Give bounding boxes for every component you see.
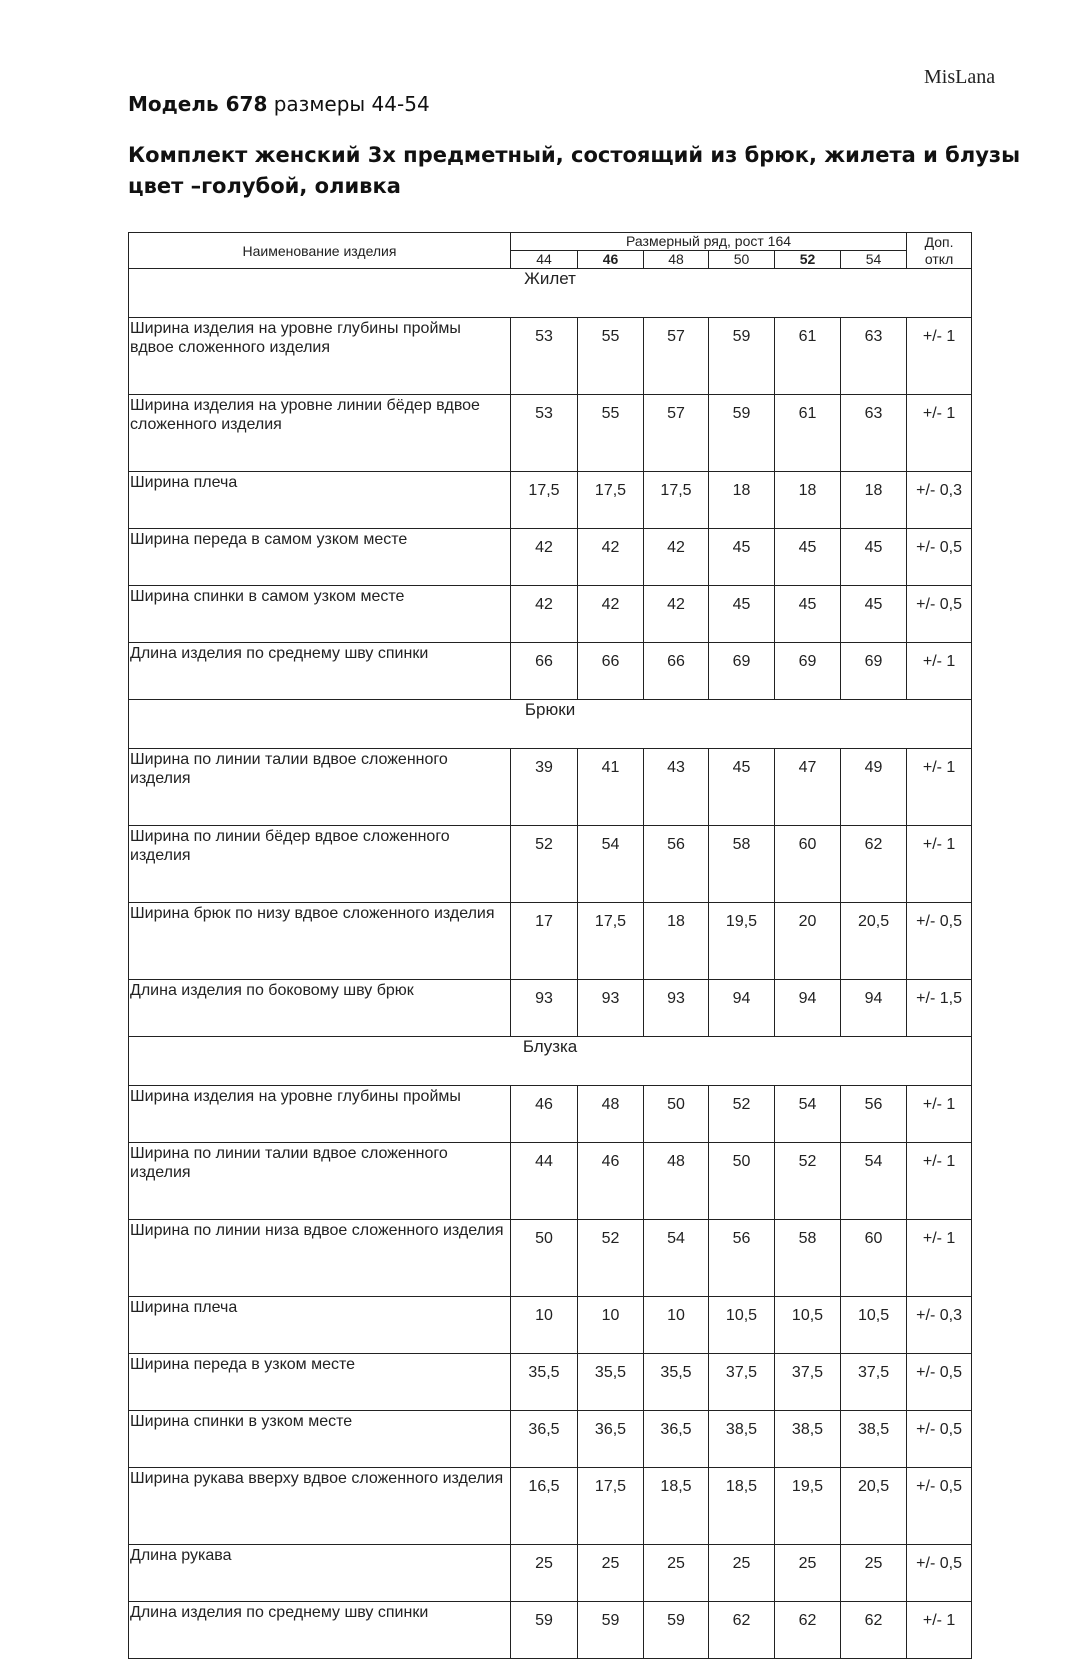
table-row bbox=[129, 903, 972, 980]
measurement-name: Ширина по линии низа вдвое сложенного изделия bbox=[129, 1220, 511, 1297]
size-value: 60 bbox=[841, 1220, 907, 1297]
measurement-name: Ширина переда в узком месте bbox=[129, 1354, 511, 1411]
size-value: 47 bbox=[775, 749, 841, 826]
size-value: 37,5 bbox=[709, 1354, 775, 1411]
size-value: 20,5 bbox=[841, 903, 907, 980]
size-value: 17,5 bbox=[578, 903, 644, 980]
size-value: 36,5 bbox=[578, 1411, 644, 1468]
size-value: 45 bbox=[775, 529, 841, 586]
size-value: 18 bbox=[841, 472, 907, 529]
tolerance-value: +/- 0,5 bbox=[907, 1411, 972, 1468]
size-value: 66 bbox=[511, 643, 578, 700]
size-value: 19,5 bbox=[709, 903, 775, 980]
table-row bbox=[129, 980, 972, 1037]
size-value: 59 bbox=[709, 318, 775, 395]
measurement-name: Ширина изделия на уровне глубины проймы bbox=[129, 1086, 511, 1143]
size-value: 48 bbox=[644, 1143, 709, 1220]
size-value: 20 bbox=[775, 903, 841, 980]
size-value: 57 bbox=[644, 318, 709, 395]
size-value: 62 bbox=[841, 826, 907, 903]
tolerance-value: +/- 0,5 bbox=[907, 903, 972, 980]
size-value: 56 bbox=[644, 826, 709, 903]
size-value: 50 bbox=[511, 1220, 578, 1297]
size-value: 36,5 bbox=[644, 1411, 709, 1468]
size-value: 46 bbox=[578, 1143, 644, 1220]
size-header: 50 bbox=[709, 251, 775, 269]
size-value: 54 bbox=[644, 1220, 709, 1297]
size-value: 53 bbox=[511, 395, 578, 472]
size-value: 54 bbox=[775, 1086, 841, 1143]
size-value: 69 bbox=[775, 643, 841, 700]
table-row bbox=[129, 1143, 972, 1220]
size-value: 42 bbox=[644, 529, 709, 586]
table-row bbox=[129, 1602, 972, 1659]
table-row bbox=[129, 1220, 972, 1297]
size-value: 10 bbox=[644, 1297, 709, 1354]
table-row bbox=[129, 529, 972, 586]
size-value: 20,5 bbox=[841, 1468, 907, 1545]
size-value: 10 bbox=[578, 1297, 644, 1354]
measurement-name: Ширина по линии бёдер вдвое сложенного изделия bbox=[129, 826, 511, 903]
size-value: 44 bbox=[511, 1143, 578, 1220]
table-row bbox=[129, 1354, 972, 1411]
product-color-line: цвет –голубой, оливка bbox=[128, 174, 401, 198]
size-value: 45 bbox=[775, 586, 841, 643]
size-value: 42 bbox=[578, 586, 644, 643]
size-value: 58 bbox=[709, 826, 775, 903]
measurement-name: Длина изделия по среднему шву спинки bbox=[129, 1602, 511, 1659]
size-value: 25 bbox=[511, 1545, 578, 1602]
size-value: 48 bbox=[578, 1086, 644, 1143]
size-value: 35,5 bbox=[511, 1354, 578, 1411]
size-value: 52 bbox=[511, 826, 578, 903]
column-header-size-range: Размерный ряд, рост 164 bbox=[511, 233, 907, 251]
size-value: 52 bbox=[578, 1220, 644, 1297]
size-value: 60 bbox=[775, 826, 841, 903]
size-value: 17,5 bbox=[578, 472, 644, 529]
table-row bbox=[129, 586, 972, 643]
tolerance-value: +/- 0,5 bbox=[907, 529, 972, 586]
size-value: 56 bbox=[709, 1220, 775, 1297]
size-value: 56 bbox=[841, 1086, 907, 1143]
size-value: 38,5 bbox=[841, 1411, 907, 1468]
measurement-name: Ширина рукава вверху вдвое сложенного изделия bbox=[129, 1468, 511, 1545]
size-value: 52 bbox=[709, 1086, 775, 1143]
tolerance-header-line1: Доп. bbox=[924, 233, 954, 250]
size-value: 54 bbox=[578, 826, 644, 903]
size-value: 38,5 bbox=[709, 1411, 775, 1468]
table-row bbox=[129, 1297, 972, 1354]
size-value: 42 bbox=[578, 529, 644, 586]
size-value: 35,5 bbox=[578, 1354, 644, 1411]
size-value: 50 bbox=[644, 1086, 709, 1143]
size-value: 58 bbox=[775, 1220, 841, 1297]
size-header: 54 bbox=[841, 251, 907, 269]
size-value: 52 bbox=[775, 1143, 841, 1220]
size-value: 45 bbox=[841, 586, 907, 643]
size-value: 42 bbox=[511, 586, 578, 643]
measurement-name: Ширина плеча bbox=[129, 472, 511, 529]
measurement-name: Ширина переда в самом узком месте bbox=[129, 529, 511, 586]
size-value: 94 bbox=[709, 980, 775, 1037]
size-value: 39 bbox=[511, 749, 578, 826]
size-value: 18,5 bbox=[644, 1468, 709, 1545]
size-value: 10 bbox=[511, 1297, 578, 1354]
size-value: 69 bbox=[709, 643, 775, 700]
size-value: 69 bbox=[841, 643, 907, 700]
measurement-table bbox=[128, 232, 972, 1659]
measurement-name: Ширина спинки в самом узком месте bbox=[129, 586, 511, 643]
size-value: 25 bbox=[841, 1545, 907, 1602]
size-value: 38,5 bbox=[775, 1411, 841, 1468]
tolerance-value: +/- 1 bbox=[907, 826, 972, 903]
measurement-name: Ширина по линии талии вдвое сложенного изделия bbox=[129, 1143, 511, 1220]
table-row bbox=[129, 643, 972, 700]
size-value: 61 bbox=[775, 395, 841, 472]
size-value: 17,5 bbox=[644, 472, 709, 529]
size-value: 45 bbox=[709, 586, 775, 643]
product-title bbox=[128, 140, 1020, 202]
column-header-name: Наименование изделия bbox=[129, 233, 511, 269]
model-line bbox=[128, 92, 430, 116]
tolerance-value: +/- 1 bbox=[907, 1602, 972, 1659]
size-value: 62 bbox=[709, 1602, 775, 1659]
tolerance-value: +/- 1 bbox=[907, 749, 972, 826]
measurement-name: Длина рукава bbox=[129, 1545, 511, 1602]
section-row bbox=[129, 269, 972, 318]
tolerance-value: +/- 0,5 bbox=[907, 1545, 972, 1602]
product-title-line1: Комплект женский 3х предметный, состоящий из брюк, жилета и блузы bbox=[128, 143, 1021, 167]
size-value: 63 bbox=[841, 395, 907, 472]
tolerance-value: +/- 1 bbox=[907, 318, 972, 395]
table-row bbox=[129, 1411, 972, 1468]
size-value: 16,5 bbox=[511, 1468, 578, 1545]
size-value: 45 bbox=[709, 529, 775, 586]
size-value: 43 bbox=[644, 749, 709, 826]
size-value: 25 bbox=[578, 1545, 644, 1602]
tolerance-value: +/- 1 bbox=[907, 643, 972, 700]
size-value: 18 bbox=[775, 472, 841, 529]
measurement-name: Ширина изделия на уровне линии бёдер вдвое сложенного изделия bbox=[129, 395, 511, 472]
size-value: 63 bbox=[841, 318, 907, 395]
size-value: 25 bbox=[775, 1545, 841, 1602]
size-value: 94 bbox=[841, 980, 907, 1037]
size-value: 62 bbox=[841, 1602, 907, 1659]
measurement-name: Ширина спинки в узком месте bbox=[129, 1411, 511, 1468]
tolerance-value: +/- 1,5 bbox=[907, 980, 972, 1037]
size-value: 17,5 bbox=[578, 1468, 644, 1545]
section-title: Жилет bbox=[129, 269, 972, 318]
tolerance-value: +/- 0,3 bbox=[907, 472, 972, 529]
table-row bbox=[129, 1545, 972, 1602]
tolerance-value: +/- 1 bbox=[907, 1143, 972, 1220]
size-value: 17,5 bbox=[511, 472, 578, 529]
size-value: 54 bbox=[841, 1143, 907, 1220]
measurement-name: Ширина брюк по низу вдвое сложенного изделия bbox=[129, 903, 511, 980]
section-title: Брюки bbox=[129, 700, 972, 749]
size-header: 52 bbox=[775, 251, 841, 269]
tolerance-value: +/- 0,5 bbox=[907, 1468, 972, 1545]
size-value: 19,5 bbox=[775, 1468, 841, 1545]
size-value: 10,5 bbox=[841, 1297, 907, 1354]
table-row bbox=[129, 1468, 972, 1545]
size-value: 41 bbox=[578, 749, 644, 826]
table-row bbox=[129, 395, 972, 472]
size-header: 48 bbox=[644, 251, 709, 269]
size-value: 18 bbox=[709, 472, 775, 529]
size-value: 10,5 bbox=[709, 1297, 775, 1354]
section-row bbox=[129, 700, 972, 749]
table-row bbox=[129, 1086, 972, 1143]
size-value: 35,5 bbox=[644, 1354, 709, 1411]
size-value: 93 bbox=[644, 980, 709, 1037]
tolerance-value: +/- 0,3 bbox=[907, 1297, 972, 1354]
column-header-tolerance bbox=[907, 233, 972, 269]
size-value: 93 bbox=[578, 980, 644, 1037]
size-value: 59 bbox=[511, 1602, 578, 1659]
size-value: 55 bbox=[578, 318, 644, 395]
size-value: 18 bbox=[644, 903, 709, 980]
table-row bbox=[129, 826, 972, 903]
size-header: 46 bbox=[578, 251, 644, 269]
size-value: 94 bbox=[775, 980, 841, 1037]
tolerance-value: +/- 1 bbox=[907, 1220, 972, 1297]
measurement-name: Ширина по линии талии вдвое сложенного изделия bbox=[129, 749, 511, 826]
size-value: 61 bbox=[775, 318, 841, 395]
size-range: размеры 44-54 bbox=[273, 92, 430, 116]
table-row bbox=[129, 318, 972, 395]
size-value: 37,5 bbox=[841, 1354, 907, 1411]
size-value: 53 bbox=[511, 318, 578, 395]
table-row bbox=[129, 749, 972, 826]
size-value: 45 bbox=[709, 749, 775, 826]
size-value: 66 bbox=[578, 643, 644, 700]
size-value: 46 bbox=[511, 1086, 578, 1143]
size-value: 55 bbox=[578, 395, 644, 472]
size-value: 37,5 bbox=[775, 1354, 841, 1411]
size-value: 17 bbox=[511, 903, 578, 980]
size-value: 42 bbox=[644, 586, 709, 643]
size-value: 42 bbox=[511, 529, 578, 586]
table-body bbox=[129, 269, 972, 1659]
size-value: 57 bbox=[644, 395, 709, 472]
tolerance-header-line2: откл bbox=[924, 250, 954, 267]
size-header: 44 bbox=[511, 251, 578, 269]
measurement-name: Ширина изделия на уровне глубины проймы вдвое сложенного изделия bbox=[129, 318, 511, 395]
size-value: 93 bbox=[511, 980, 578, 1037]
model-number: Модель 678 bbox=[128, 92, 268, 116]
measurement-name: Длина изделия по среднему шву спинки bbox=[129, 643, 511, 700]
size-value: 50 bbox=[709, 1143, 775, 1220]
size-value: 10,5 bbox=[775, 1297, 841, 1354]
size-value: 45 bbox=[841, 529, 907, 586]
size-value: 18,5 bbox=[709, 1468, 775, 1545]
tolerance-value: +/- 0,5 bbox=[907, 1354, 972, 1411]
size-value: 25 bbox=[644, 1545, 709, 1602]
section-row bbox=[129, 1037, 972, 1086]
size-value: 62 bbox=[775, 1602, 841, 1659]
size-value: 49 bbox=[841, 749, 907, 826]
table-row bbox=[129, 472, 972, 529]
size-value: 59 bbox=[578, 1602, 644, 1659]
size-value: 25 bbox=[709, 1545, 775, 1602]
size-value: 66 bbox=[644, 643, 709, 700]
brand-name: MisLana bbox=[924, 66, 996, 88]
size-value: 59 bbox=[709, 395, 775, 472]
size-value: 36,5 bbox=[511, 1411, 578, 1468]
section-title: Блузка bbox=[129, 1037, 972, 1086]
measurement-name: Длина изделия по боковому шву брюк bbox=[129, 980, 511, 1037]
measurement-name: Ширина плеча bbox=[129, 1297, 511, 1354]
tolerance-value: +/- 1 bbox=[907, 395, 972, 472]
tolerance-value: +/- 1 bbox=[907, 1086, 972, 1143]
size-value: 59 bbox=[644, 1602, 709, 1659]
tolerance-value: +/- 0,5 bbox=[907, 586, 972, 643]
